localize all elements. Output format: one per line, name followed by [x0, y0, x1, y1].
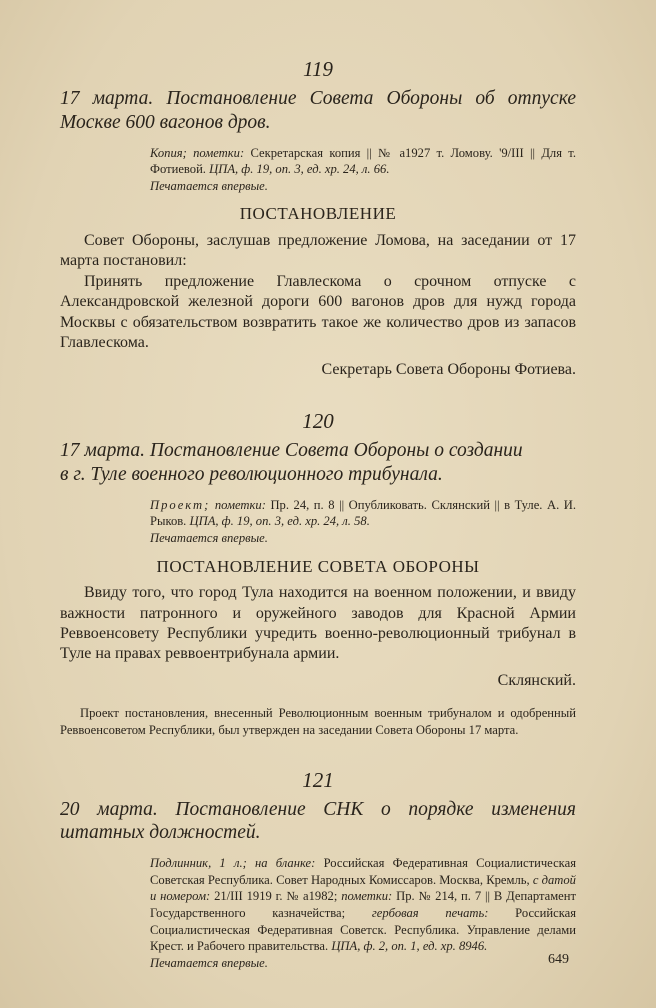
page-number: 649: [548, 952, 569, 967]
indent: [60, 273, 84, 290]
signature-119: Секретарь Совета Обороны Фотиева.: [321, 360, 576, 378]
meta-label: с датой и номером:: [150, 872, 576, 904]
heading-120: ПОСТАНОВЛЕНИЕ СОВЕТА ОБОРОНЫ: [156, 556, 480, 576]
page-content: [60, 58, 576, 972]
meta-text: Секретарская копия || № а1927 т. Ломову. '9/III || Для т. Фотиевой.: [150, 145, 576, 177]
signature-120: Склянский.: [497, 671, 576, 689]
meta-label: Копия; пометки:: [150, 145, 245, 160]
meta-label: пометки:: [341, 889, 393, 904]
paragraph-119-1: [60, 231, 576, 272]
doc-title-120: [60, 439, 576, 487]
doc-title-119: 17 марта. Постановление Совета Обороны об отпуске Москве 600 вагонов дров.: [60, 88, 576, 133]
doc-meta-121: [150, 855, 576, 955]
meta-text: Пр. 24, п. 8 || Опубликовать. Склянский || в Туле. А. И. Рыков.: [150, 497, 576, 529]
title-line-1: 17 марта. Постановление Совета Обороны о создании: [60, 440, 523, 462]
spacer: [60, 380, 576, 410]
meta-label: Подлинник, 1 л.; на бланке:: [150, 856, 316, 871]
printed-note-119: Печатается впервые.: [150, 178, 268, 193]
doc-title-121: 20 марта. Постановление СНК о порядке изменения штатных должностей.: [60, 798, 576, 844]
meta-text: Пр. № 214, п. 7 || В Департамент Государственного казначейства;: [150, 889, 577, 921]
heading-119: ПОСТАНОВЛЕНИЕ: [239, 204, 397, 224]
doc-meta-119: [150, 145, 576, 178]
doc-meta-120: [150, 497, 576, 530]
paragraph-text: Принять предложение Главлескома о срочном отпуске с Александровской железной дороги 600 вагонов дров для нужд города Москвы с обязательством возвратить такое же количество дров из запасов Главлескома.: [60, 272, 576, 352]
meta-archive: ЦПА, ф. 19, оп. 3, ед. хр. 24, л. 58.: [189, 514, 370, 529]
printed-note-120: Печатается впервые.: [150, 531, 268, 546]
meta-label: гербовая печать:: [371, 906, 489, 921]
note-text: Проект постановления, внесенный Революционным военным трибуналом и одобренный Реввоенсоветом Республики, был утвержден на заседании Совета Обороны 17 марта.: [60, 706, 576, 737]
doc-number-119: 119: [303, 57, 333, 81]
paragraph-119-2: [60, 272, 576, 354]
meta-label: пометки:: [214, 497, 266, 512]
title-line-2: в г. Туле военного революционного трибунала.: [60, 464, 443, 486]
meta-label-spaced: Проект;: [150, 497, 211, 512]
doc-number-120: 120: [302, 409, 334, 434]
indent: [60, 584, 84, 601]
indent: [60, 706, 80, 720]
spacer: [60, 739, 576, 769]
doc-number-121: 121: [302, 767, 334, 792]
paragraph-text: Ввиду того, что город Тула находится на военном положении, и ввиду важности патронного и оружейного заводов для Красной Армии Реввоенсовету Республики учредить военно-революционный трибунал в Туле на правах реввоентрибунала армии.: [60, 584, 576, 663]
paragraph-text: Совет Обороны, заслушав предложение Ломова, на заседании от 17 марта постановил:: [60, 231, 576, 270]
meta-text: 21/III 1919 г. № а1982;: [214, 889, 338, 904]
meta-archive: ЦПА, ф. 2, оп. 1, ед. хр. 8946.: [331, 939, 488, 954]
indent: [60, 232, 84, 249]
paragraph-120-1: [60, 583, 576, 665]
meta-archive: ЦПА, ф. 19, оп. 3, ед. хр. 24, л. 66.: [209, 162, 390, 177]
meta-text: Российская Социалистическая Федеративная Советск. Республика. Управление делами Крест. и Рабочего правительства.: [150, 906, 577, 954]
meta-text: Российская Федеративная Социалистическая Советская Республика. Совет Народных Комиссаров. Москва, Кремль,: [150, 856, 576, 887]
editorial-note-120: [60, 705, 576, 738]
printed-note-121: Печатается впервые.: [150, 955, 268, 970]
